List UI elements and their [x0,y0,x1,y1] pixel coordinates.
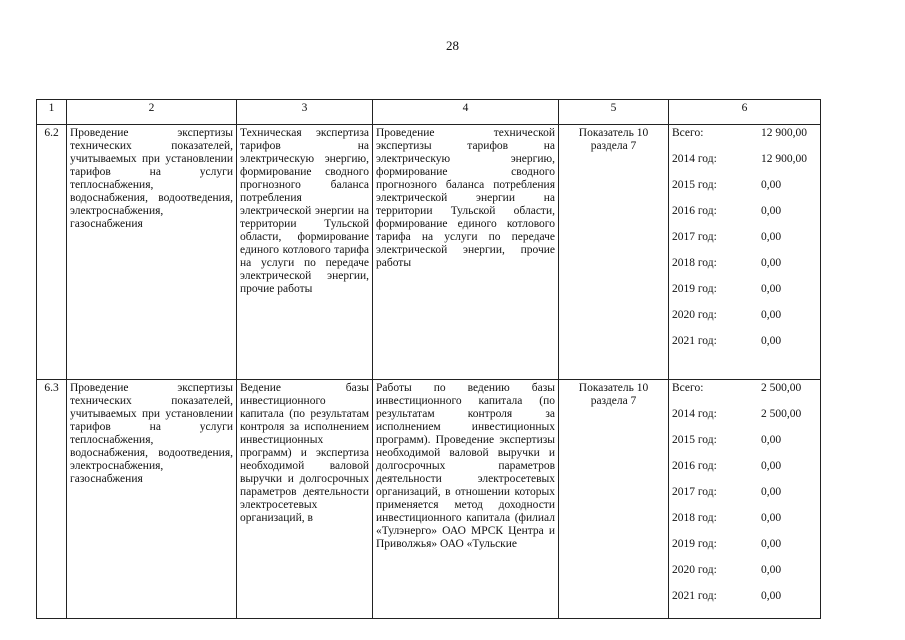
finance-label: Всего: [672,382,704,394]
event-name: Проведение экспертизы технических показателей, учитываемых при установлении тарифов на услуги теплоснабжения, водоснабжения, водоотведения, электроснабжения, газоснабжения [67,380,237,619]
finance-label: 2021 год: [672,335,717,347]
finance-value: 12 900,00 [761,153,807,165]
row-number: 6.3 [37,380,67,619]
header-cell: 5 [559,100,669,125]
finance-line [672,486,817,512]
finance-value: 2 500,00 [761,382,802,394]
finance-line [672,205,817,231]
finance-line [672,590,817,616]
finance-value: 12 900,00 [761,127,807,139]
indicator-link: Показатель 10 раздела 7 [559,125,669,380]
finance-value: 0,00 [761,309,782,321]
finance-label: 2018 год: [672,257,717,269]
header-row [37,100,821,125]
event-content: Ведение базы инвестиционного капитала (по результатам контроля за исполнением инвестиционных программ) и экспертиза необходимой валовой выручки и долгосрочных параметров деятельности электросетевых организаций, в [237,380,373,619]
finance-value: 0,00 [761,231,782,243]
finance-value: 0,00 [761,257,782,269]
finance-line [672,408,817,434]
finance-line [672,434,817,460]
finance-line [672,460,817,486]
finance-label: 2017 год: [672,486,717,498]
page-number: 28 [446,38,459,53]
finance-value: 0,00 [761,512,782,524]
finance-value: 0,00 [761,564,782,576]
finance-value: 0,00 [761,590,782,602]
finance-value: 0,00 [761,486,782,498]
finance-label: 2019 год: [672,283,717,295]
finance-label: 2020 год: [672,309,717,321]
finance-line [672,179,817,205]
table-row [37,380,821,619]
finance-value: 0,00 [761,205,782,217]
finance-label: 2019 год: [672,538,717,550]
finance-line [672,257,817,283]
finance-value: 0,00 [761,538,782,550]
header-cell: 4 [373,100,559,125]
header-cell: 1 [37,100,67,125]
finance-cell [669,125,821,380]
finance-line [672,153,817,179]
finance-value: 0,00 [761,434,782,446]
finance-line [672,309,817,335]
event-content: Техническая экспертиза тарифов на электрическую энергию, формирование сводного прогнозного баланса потребления электрической энергии на территории Тульской области, формирование единого котлового тарифа на услуги по передаче электрической энергии, прочие работы [237,125,373,380]
finance-cell [669,380,821,619]
finance-label: 2015 год: [672,179,717,191]
header-cell: 2 [67,100,237,125]
header-cell: 6 [669,100,821,125]
finance-label: 2015 год: [672,434,717,446]
finance-line [672,127,817,153]
finance-label: 2016 год: [672,205,717,217]
row-number: 6.2 [37,125,67,380]
finance-value: 0,00 [761,283,782,295]
finance-label: 2021 год: [672,590,717,602]
indicator-link: Показатель 10 раздела 7 [559,380,669,619]
finance-line [672,335,817,361]
finance-line [672,231,817,257]
finance-line [672,512,817,538]
header-cell: 3 [237,100,373,125]
finance-label: 2016 год: [672,460,717,472]
finance-value: 2 500,00 [761,408,802,420]
finance-label: Всего: [672,127,704,139]
program-table [36,99,821,619]
finance-value: 0,00 [761,460,782,472]
finance-line [672,564,817,590]
finance-line [672,382,817,408]
event-name: Проведение экспертизы технических показателей, учитываемых при установлении тарифов на услуги теплоснабжения, водоснабжения, водоотведения, электроснабжения, газоснабжения [67,125,237,380]
finance-label: 2017 год: [672,231,717,243]
finance-line [672,538,817,564]
finance-label: 2014 год: [672,153,717,165]
event-works: Проведение технической экспертизы тарифов на электрическую энергию, формирование сводного прогнозного баланса потребления электрической энергии на территории Тульской области, формирование единого котлового тарифа на услуги по передаче электрической энергии, прочие работы [373,125,559,380]
finance-label: 2018 год: [672,512,717,524]
event-works: Работы по ведению базы инвестиционного капитала (по результатам контроля за исполнением инвестиционных программ). Проведение экспертизы необходимой валовой выручки и долгосрочных параметров деятельности электросетевых организаций, в отношении которых применяется метод доходности инвестиционного капитала (филиал «Тулэнерго» ОАО МРСК Центра и Приволжья» ОАО «Тульские [373,380,559,619]
table-row [37,125,821,380]
finance-value: 0,00 [761,335,782,347]
finance-label: 2014 год: [672,408,717,420]
finance-value: 0,00 [761,179,782,191]
finance-label: 2020 год: [672,564,717,576]
finance-line [672,283,817,309]
